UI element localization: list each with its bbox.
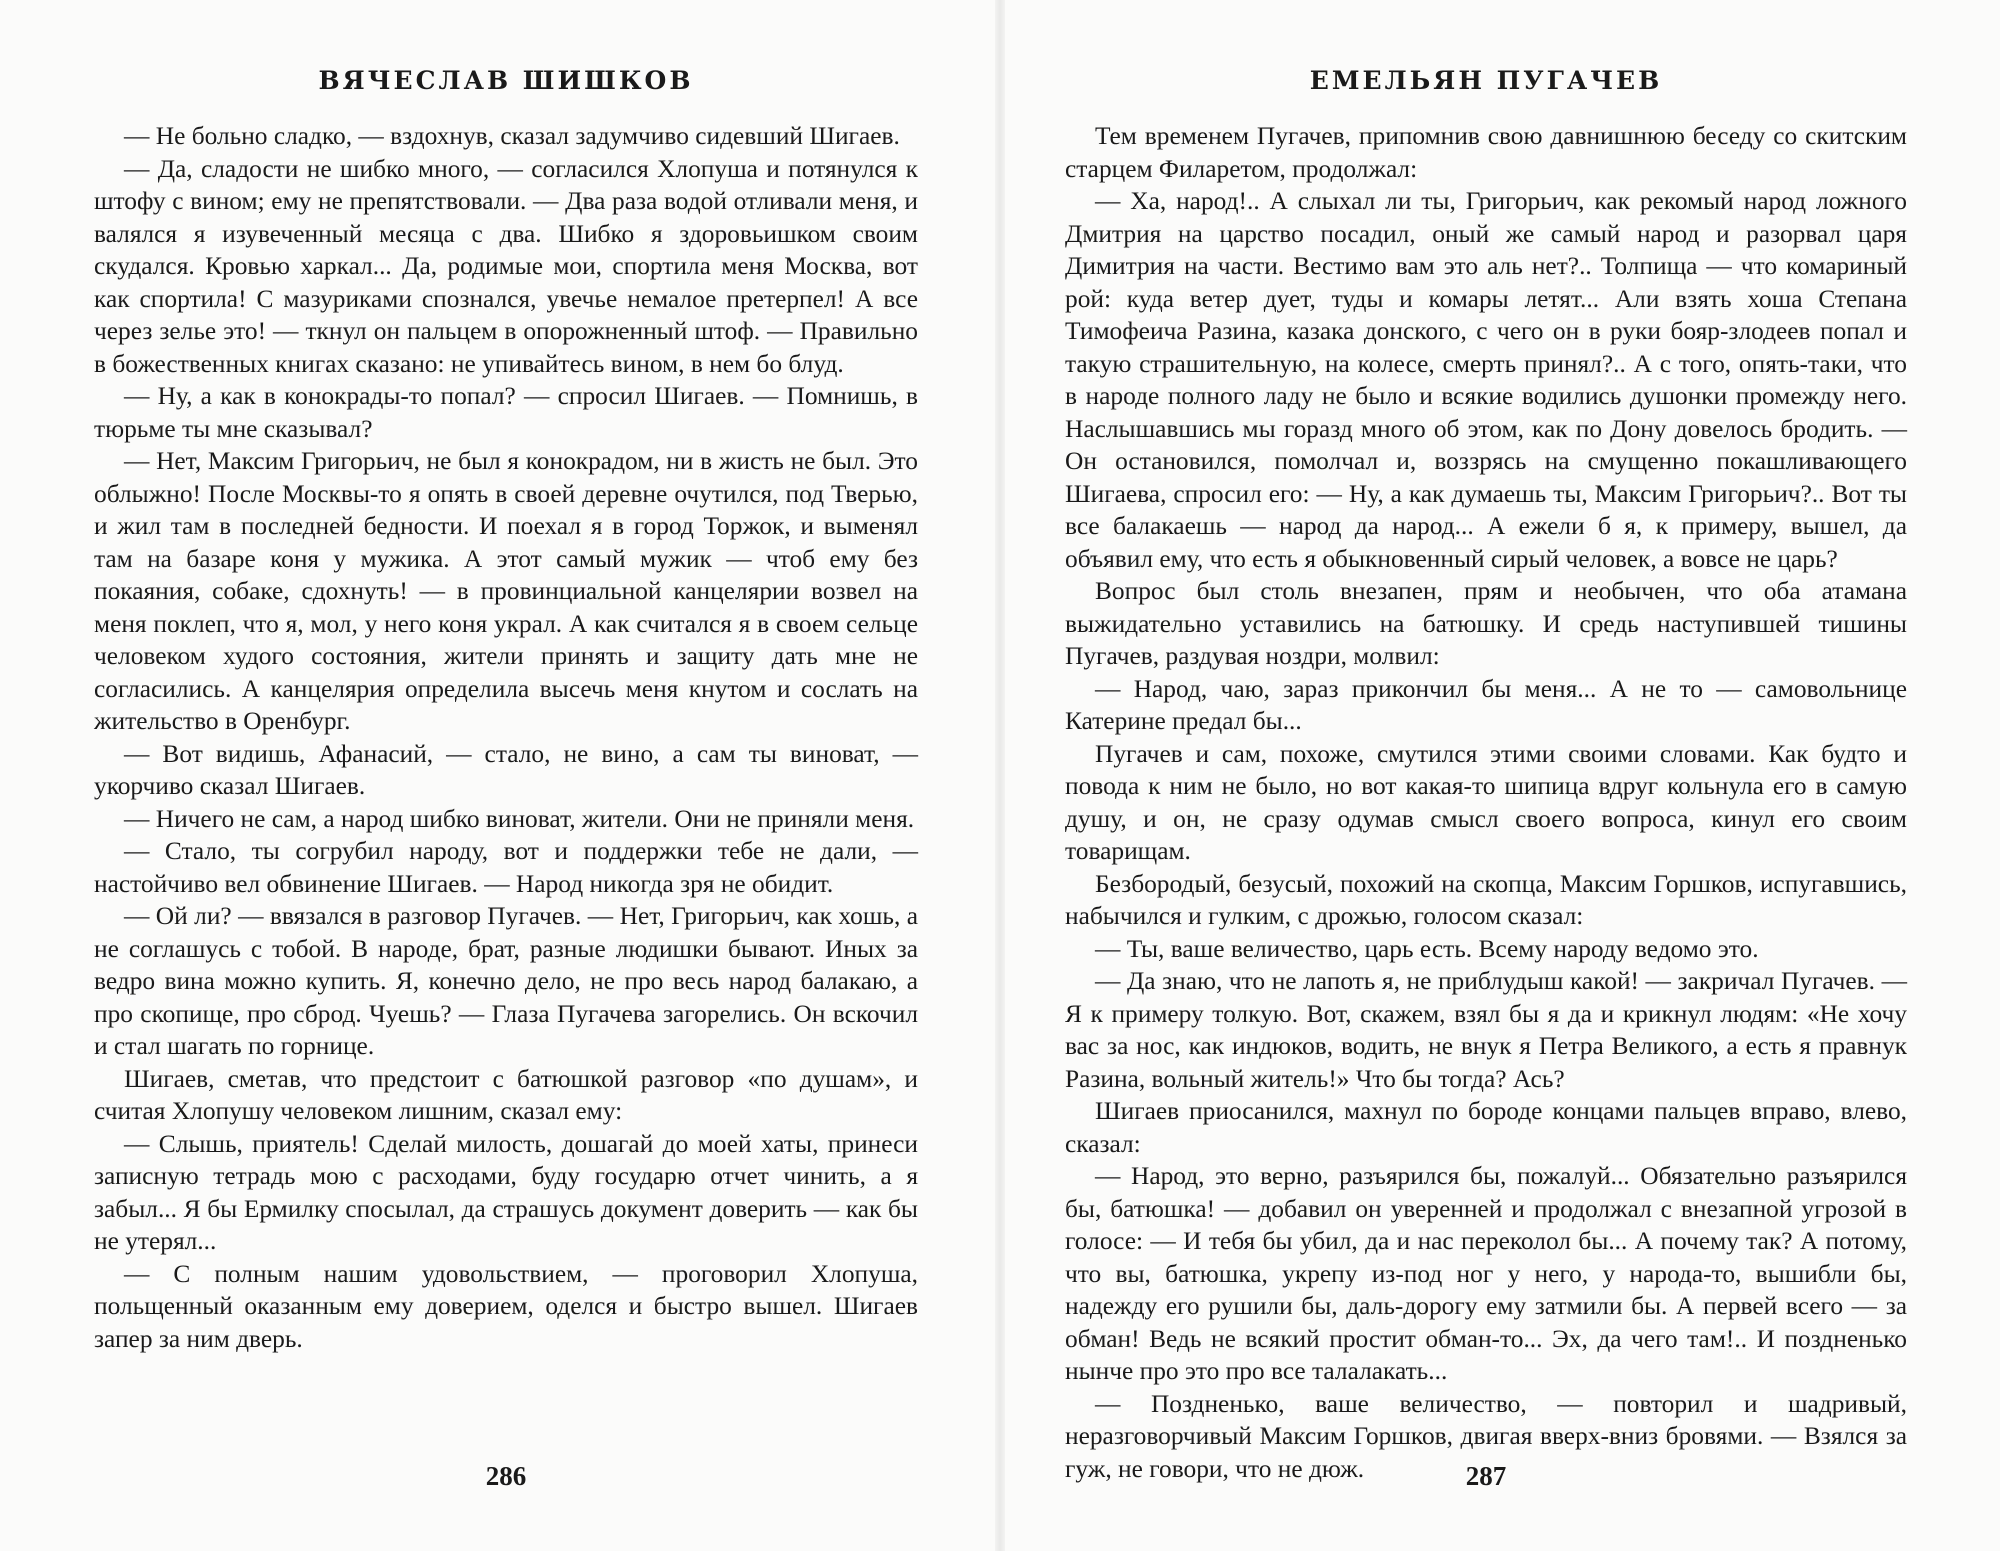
paragraph: — Стало, ты согрубил народу, вот и поддержки тебе не дали, — настойчиво вел обвинение Шигаев. — Народ никогда зря не обидит. — [94, 837, 918, 898]
left-running-head: ВЯЧЕСЛАВ ШИШКОВ — [318, 66, 694, 95]
paragraph: — Ты, ваше величество, царь есть. Всему народу ведомо это. — [1095, 934, 1759, 963]
paragraph: — Поздненько, ваше величество, — повторил и шадривый, неразговорчивый Максим Горшков, двигая вверх-вниз бровями. — Взялся за гуж, не говори, что не дюж. — [1065, 1389, 1907, 1483]
left-page-number: 286 — [485, 1461, 527, 1491]
paragraph: Безбородый, безусый, похожий на скопца, Максим Горшков, испугавшись, набычился и гулким, с дрожью, голосом сказал: — [1065, 869, 1907, 930]
paragraph: — Слышь, приятель! Сделай милость, дошагай до моей хаты, принеси записную тетрадь мою с расходами, буду государю отчет чинить, а я забыл... Я бы Ермилку спосылал, да страшусь документ доверить — как бы не утерял... — [94, 1129, 918, 1255]
paragraph: — Нет, Максим Григорьич, не был я конокрадом, ни в жисть не был. Это облыжно! После Москвы-то я опять в своей деревне очутился, под Тверью, и жил там в последней бедности. И поехал я в город Торжок, и выменял там на базаре коня у мужика. А этот самый мужик — чтоб ему без покаяния, собаке, сдохнуть! — в провинциальной канцелярии возвел на меня поклеп, что я, мол, у него коня украл. А как считался я в своем сельце человеком худого состояния, жители принять и защиту дать мне не согласились. А канцелярия определила высечь меня кнутом и сослать на жительство в Оренбург. — [94, 447, 918, 735]
paragraph: — Не больно сладко, — вздохнув, сказал задумчиво сидевший Шигаев. — [124, 122, 900, 150]
right-running-head: ЕМЕЛЬЯН ПУГАЧЕВ — [1309, 66, 1663, 95]
right-page-number: 287 — [1465, 1461, 1507, 1491]
paragraph: Пугачев и сам, похоже, смутился этими своими словами. Как будто и повода к ним не было, но вот какая-то шипица вдруг кольнула его в самую душу, и он, не сразу одумав смысл своего вопроса, кинул его своим товарищам. — [1065, 739, 1907, 865]
paragraph: — Ну, а как в конокрады-то попал? — спросил Шигаев. — Помнишь, в тюрьме ты мне сказывал? — [94, 382, 918, 443]
paragraph: — Народ, это верно, разъярился бы, пожалуй... Обязательно разъярился бы, батюшка! — добавил он уверенней и продолжал с внезапной угрозой в голосе: — И тебя бы убил, да и нас переколол бы... А почему так? А потому, что вы, батюшка, укрепу из-под ног у него, у народа-то, вышибли бы, надежду его рушили бы, даль-дорогу ему затмили бы. А первей всего — за обман! Ведь не всякий простит обман-то... Эх, да чего там!.. И поздненько нынче про это про все талалакать... — [1065, 1162, 1907, 1385]
paragraph: Шигаев, сметав, что предстоит с батюшкой разговор «по душам», и считая Хлопушу человеком лишним, сказал ему: — [94, 1064, 918, 1125]
paragraph: Вопрос был столь внезапен, прям и необычен, что оба атамана выжидательно уставились на батюшку. И средь наступившей тишины Пугачев, раздувая ноздри, молвил: — [1065, 577, 1907, 670]
right-page-text — [1065, 120, 1907, 1485]
right-page — [1005, 0, 2000, 1551]
book-gutter — [995, 0, 1005, 1551]
left-page — [0, 0, 995, 1551]
paragraph: — С полным нашим удовольствием, — проговорил Хлопуша, польщенный оказанным ему доверием, оделся и быстро вышел. Шигаев запер за ним дверь. — [94, 1259, 918, 1353]
paragraph: — Народ, чаю, зараз прикончил бы меня... А не то — самовольнице Катерине предал бы... — [1065, 674, 1907, 735]
paragraph: — Вот видишь, Афанасий, — стало, не вино, а сам ты виноват, — укорчиво сказал Шигаев. — [94, 739, 918, 800]
left-page-text — [94, 120, 918, 1355]
paragraph: Шигаев приосанился, махнул по бороде концами пальцев вправо, влево, сказал: — [1065, 1097, 1907, 1158]
paragraph: — Да знаю, что не лапоть я, не приблудыш какой! — закричал Пугачев. — Я к примеру толкую. Вот, скажем, взял бы я да и крикнул людям: «Не хочу вас за нос, как индюков, водить, не внук я Петра Великого, а есть я правнук Разина, вольный житель!» Что бы тогда? Ась? — [1065, 967, 1907, 1093]
paragraph: — Ха, народ!.. А слыхал ли ты, Григорьич, как рекомый народ ложного Дмитрия на царство посадил, оный же самый народ и разорвал царя Димитрия на части. Вестимо вам это аль нет?.. Толпища — что комариный рой: куда ветер дует, туды и комары летят... Али взять хоша Степана Тимофеича Разина, казака донского, с чего он в руки бояр-злодеев попал и такую страшительную, на колесе, смерть принял?.. А с того, опять-таки, что в народе полного ладу не было и всякие водились душонки промежду него. Наслышавшись мы горазд много об этом, как по Дону довелось бродить. — Он остановился, помолчал и, воззрясь на смущенно покашливающего Шигаева, спросил его: — Ну, а как думаешь ты, Максим Григорьич?.. Вот ты все балакаешь — народ да народ... А ежели б я, к примеру, вышел, да объявил ему, что есть я обыкновенный сирый человек, а вовсе не царь? — [1065, 187, 1907, 573]
paragraph: — Да, сладости не шибко много, — согласился Хлопуша и потянулся к штофу с вином; ему не препятствовали. — Два раза водой отливали меня, и валялся я изувеченный месяца с два. Шибко я здоровьишком своим скудался. Кровью харкал... Да, родимые мои, спортила меня Москва, вот как спортила! С мазуриками спознался, увечье немалое претерпел! А все через зелье это! — ткнул он пальцем в опорожненный штоф. — Правильно в божественных книгах сказано: не упивайтесь вином, в нем бо блуд. — [94, 154, 918, 378]
paragraph: Тем временем Пугачев, припомнив свою давнишнюю беседу со скитским старцем Филаретом, продолжал: — [1065, 122, 1907, 183]
paragraph: — Ничего не сам, а народ шибко виноват, жители. Они не приняли меня. — [124, 804, 915, 833]
paragraph: — Ой ли? — ввязался в разговор Пугачев. — Нет, Григорьич, как хошь, а не соглашусь с тобой. В народе, брат, разные людишки бывают. Иных за ведро вина можно купить. Я, конечно дело, не про весь народ балакаю, а про скопище, про сброд. Чуешь? — Глаза Пугачева загорелись. Он вскочил и стал шагать по горнице. — [94, 902, 918, 1060]
